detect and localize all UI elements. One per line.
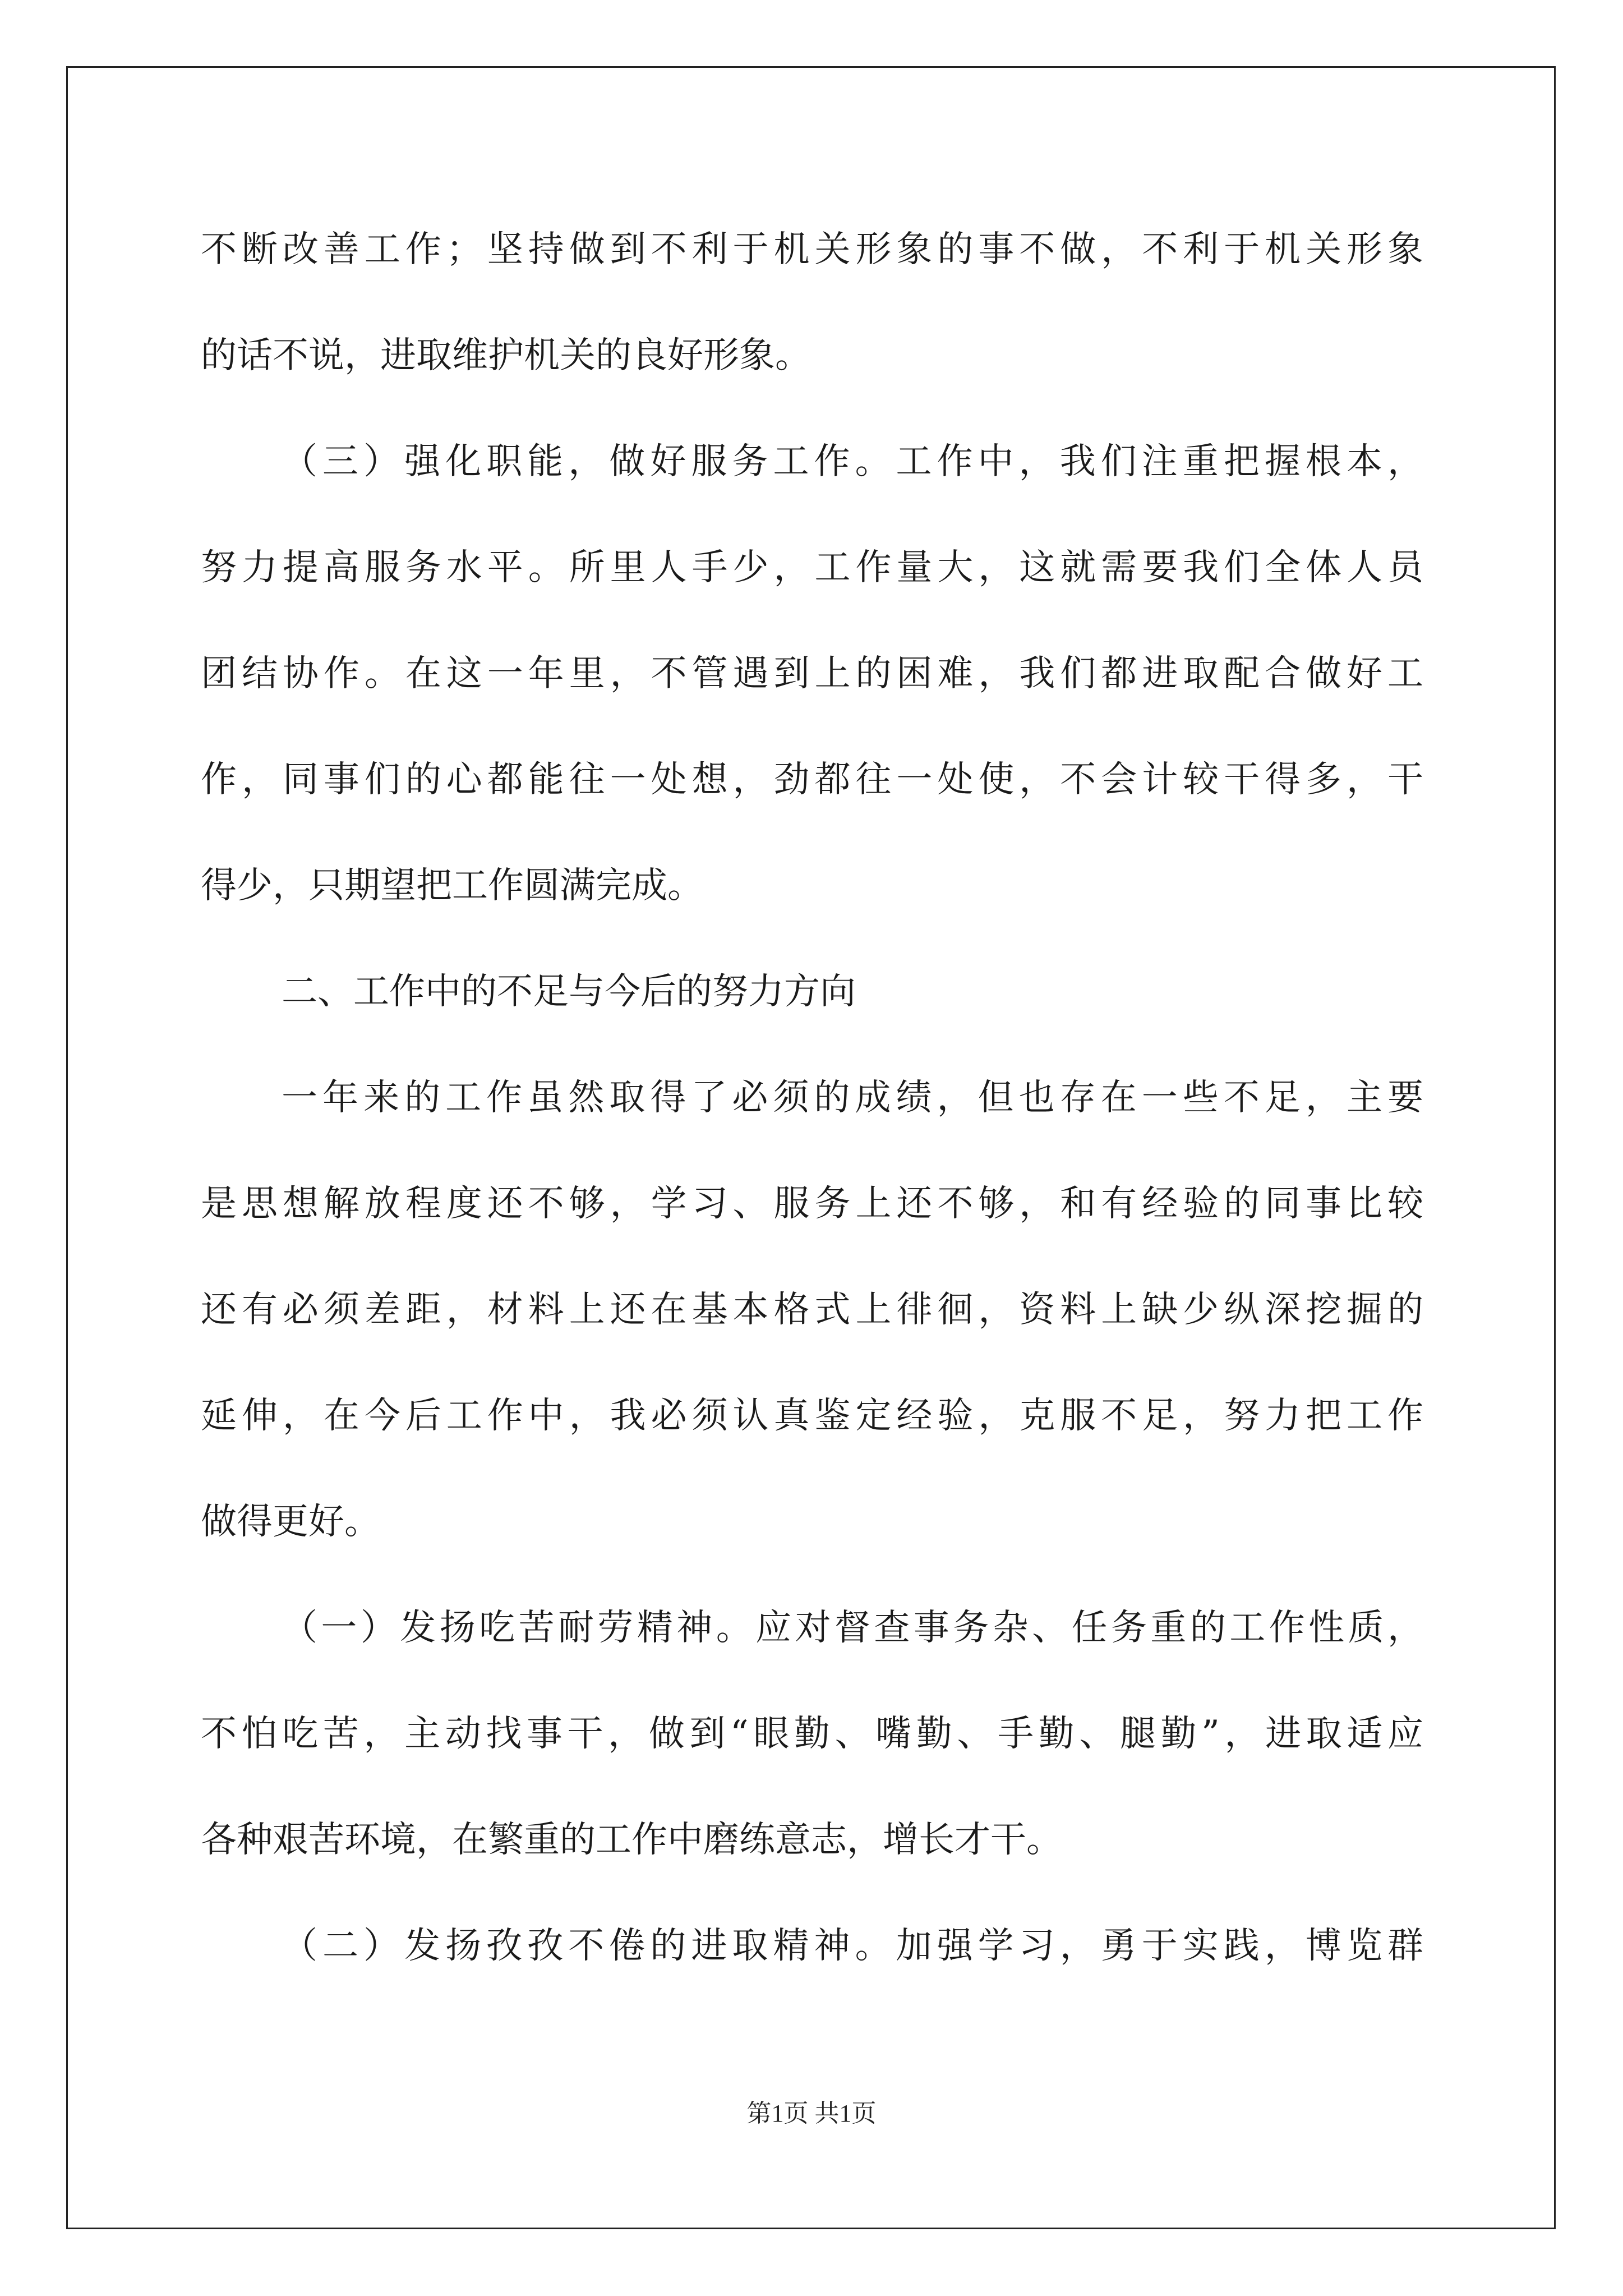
page-number-footer: 第1页 共1页 <box>746 2100 877 2127</box>
text-line: 不断改善工作；坚持做到不利于机关形象的事不做，不利于机关形象 <box>201 229 1423 270</box>
text-line: （一）发扬吃苦耐劳精神。应对督查事务杂、任务重的工作性质， <box>282 1607 1423 1649</box>
text-line: 作，同事们的心都能往一处想，劲都往一处使，不会计较干得多，干 <box>201 759 1423 800</box>
text-line: 一年来的工作虽然取得了必须的成绩，但也存在一些不足，主要 <box>282 1077 1423 1119</box>
text-line: 做得更好。 <box>201 1501 380 1543</box>
section-heading: 二、工作中的不足与今后的努力方向 <box>282 971 856 1013</box>
text-line: （二）发扬孜孜不倦的进取精神。加强学习，勇于实践，博览群 <box>282 1925 1423 1967</box>
text-line: 不怕吃苦，主动找事干，做到“眼勤、嘴勤、手勤、腿勤”，进取适应 <box>201 1713 1423 1755</box>
text-line: （三）强化职能，做好服务工作。工作中，我们注重把握根本， <box>282 441 1423 482</box>
text-line: 各种艰苦环境，在繁重的工作中磨练意志，增长才干。 <box>201 1819 1062 1861</box>
text-line: 团结协作。在这一年里，不管遇到上的困难，我们都进取配合做好工 <box>201 653 1423 694</box>
text-line: 是思想解放程度还不够，学习、服务上还不够，和有经验的同事比较 <box>201 1183 1423 1225</box>
text-line: 努力提高服务水平。所里人手少，工作量大，这就需要我们全体人员 <box>201 547 1423 588</box>
document-body <box>201 210 1423 2013</box>
text-line: 的话不说，进取维护机关的良好形象。 <box>201 335 811 376</box>
text-line: 延伸，在今后工作中，我必须认真鉴定经验，克服不足，努力把工作 <box>201 1395 1423 1437</box>
text-line: 得少，只期望把工作圆满完成。 <box>201 865 703 907</box>
text-line: 还有必须差距，材料上还在基本格式上徘徊，资料上缺少纵深挖掘的 <box>201 1289 1423 1331</box>
